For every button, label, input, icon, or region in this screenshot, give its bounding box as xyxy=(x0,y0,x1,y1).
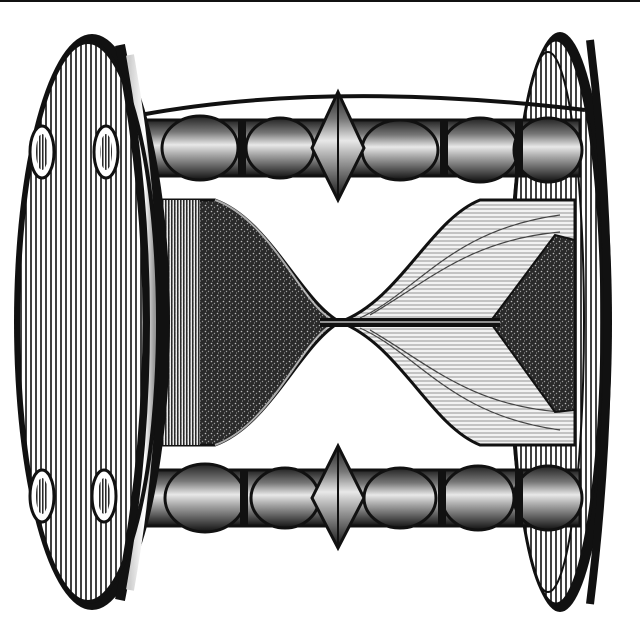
glass-neck xyxy=(320,318,500,327)
left-end-plate xyxy=(14,34,170,610)
glass-bulb-left xyxy=(150,200,340,445)
bolt-head-icon xyxy=(30,470,54,522)
bolt-head-icon xyxy=(94,126,118,178)
bolt-head-icon xyxy=(30,126,54,178)
bolt-head-icon xyxy=(92,470,116,522)
